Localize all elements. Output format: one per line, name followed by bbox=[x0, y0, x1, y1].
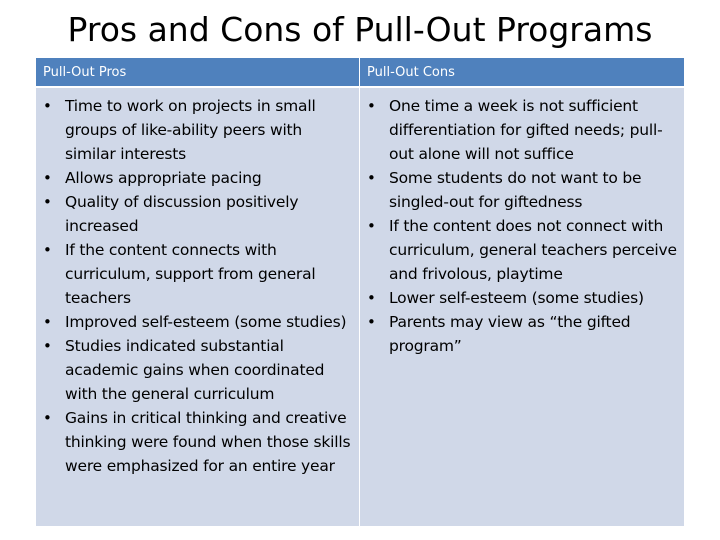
bullet-dot-icon: • bbox=[367, 97, 376, 115]
cons-item-text: If the content does not connect with curriculum, general teachers perceive and frivolous, playtime bbox=[389, 217, 677, 283]
pros-item-text: Studies indicated substantial academic gains when coordinated with the general curriculum bbox=[65, 337, 325, 403]
cons-item bbox=[366, 166, 680, 214]
pros-item bbox=[42, 190, 355, 238]
pros-cell bbox=[36, 88, 360, 526]
pros-item-text: If the content connects with curriculum, support from general teachers bbox=[65, 241, 316, 307]
bullet-dot-icon: • bbox=[367, 289, 376, 307]
pros-cons-table bbox=[36, 58, 684, 526]
bullet-dot-icon: • bbox=[43, 313, 52, 331]
pros-item-text: Improved self-esteem (some studies) bbox=[65, 313, 347, 331]
cons-header: Pull-Out Cons bbox=[360, 58, 684, 88]
bullet-dot-icon: • bbox=[367, 169, 376, 187]
cons-item bbox=[366, 94, 680, 166]
pros-item bbox=[42, 406, 355, 478]
pros-item-text: Time to work on projects in small groups of like-ability peers with similar interests bbox=[65, 97, 316, 163]
pros-header: Pull-Out Pros bbox=[36, 58, 360, 88]
pros-item bbox=[42, 334, 355, 406]
cons-item-text: Some students do not want to be singled-out for giftedness bbox=[389, 169, 642, 211]
bullet-dot-icon: • bbox=[43, 193, 52, 211]
pros-item bbox=[42, 166, 355, 190]
slide-title: Pros and Cons of Pull-Out Programs bbox=[67, 10, 653, 49]
pros-item bbox=[42, 310, 355, 334]
cons-cell bbox=[360, 88, 684, 526]
pros-item-text: Gains in critical thinking and creative thinking were found when those skills were emphasized for an entire year bbox=[65, 409, 351, 475]
pros-item-text: Allows appropriate pacing bbox=[65, 169, 262, 187]
cons-item bbox=[366, 310, 680, 358]
cons-item-text: One time a week is not sufficient differentiation for gifted needs; pull-out alone will not suffice bbox=[389, 97, 663, 163]
cons-item-text: Lower self-esteem (some studies) bbox=[389, 289, 644, 307]
bullet-dot-icon: • bbox=[367, 217, 376, 235]
pros-item-text: Quality of discussion positively increased bbox=[65, 193, 299, 235]
bullet-dot-icon: • bbox=[43, 409, 52, 427]
pros-item bbox=[42, 94, 355, 166]
cons-item bbox=[366, 214, 680, 286]
pros-list bbox=[42, 94, 355, 478]
bullet-dot-icon: • bbox=[367, 313, 376, 331]
cons-list bbox=[366, 94, 680, 358]
cons-item-text: Parents may view as “the gifted program” bbox=[389, 313, 631, 355]
cons-item bbox=[366, 286, 680, 310]
pros-item bbox=[42, 238, 355, 310]
bullet-dot-icon: • bbox=[43, 169, 52, 187]
bullet-dot-icon: • bbox=[43, 337, 52, 355]
bullet-dot-icon: • bbox=[43, 241, 52, 259]
bullet-dot-icon: • bbox=[43, 97, 52, 115]
